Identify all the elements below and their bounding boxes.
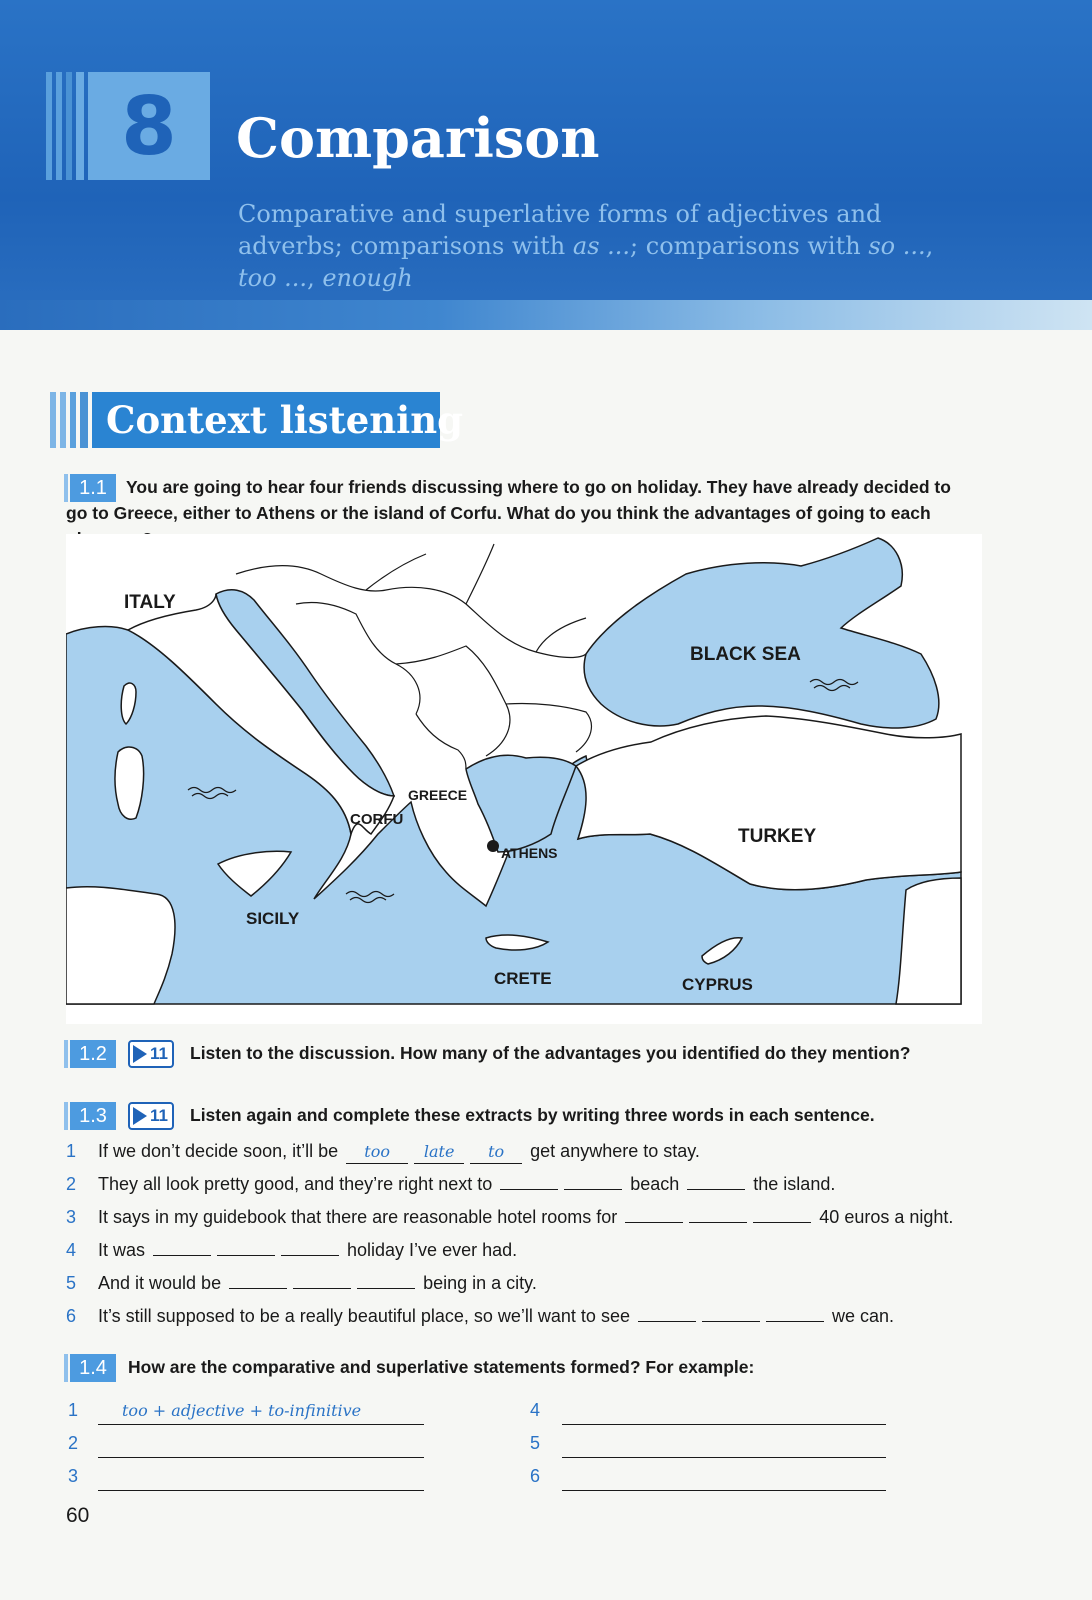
track-number: 11: [150, 1044, 168, 1063]
chapter-number: 8: [121, 79, 177, 173]
subtitle-text: ,: [307, 264, 323, 292]
answer-blank[interactable]: [229, 1268, 287, 1289]
extract-text: beach: [630, 1174, 680, 1194]
extract-row: [66, 1202, 953, 1232]
subtitle-italic: enough: [322, 264, 413, 292]
audio-track-button-1-3[interactable]: [128, 1102, 174, 1130]
extract-text: It was: [98, 1240, 146, 1260]
map-label-greece: GREECE: [408, 787, 468, 803]
item-number: 2: [66, 1174, 77, 1194]
map-middle-east-coast: [896, 878, 961, 1004]
subtitle-italic: so ...: [868, 232, 926, 260]
page-number: 60: [66, 1504, 90, 1527]
extract-text: And it would be: [98, 1273, 222, 1293]
answer-blank[interactable]: late: [414, 1141, 464, 1164]
subtitle-text: Comparative and superlative forms of adjectives and: [238, 200, 882, 228]
answer-blank[interactable]: [153, 1235, 211, 1256]
exercise-badge-1-2: 1.2: [70, 1040, 116, 1068]
item-number: 6: [66, 1306, 77, 1326]
answer-blank[interactable]: to: [470, 1141, 522, 1164]
item-number: 4: [66, 1240, 77, 1260]
answer-blank[interactable]: [687, 1169, 745, 1190]
answer-blank[interactable]: [689, 1202, 747, 1223]
map-label-sicily: SICILY: [246, 909, 300, 928]
answer-line[interactable]: [98, 1464, 424, 1491]
answer-line[interactable]: [562, 1398, 886, 1425]
map-svg: [66, 534, 982, 1024]
subtitle-italic: as ...: [572, 232, 631, 260]
answer-number: 5: [530, 1433, 541, 1453]
map-label-athens: ATHENS: [501, 845, 558, 861]
extract-text: being in a city.: [423, 1273, 537, 1293]
answer-blank[interactable]: [753, 1202, 811, 1223]
header-stripe: [76, 72, 84, 180]
map-label-italy: ITALY: [124, 592, 176, 613]
chapter-number-box: [88, 72, 210, 180]
map-label-cyprus: CYPRUS: [682, 975, 753, 994]
extract-text: If we don’t decide soon, it’ll be: [98, 1141, 339, 1161]
audio-track-button-1-2[interactable]: [128, 1040, 174, 1068]
answer-blank[interactable]: [638, 1301, 696, 1322]
header-stripe: [56, 72, 62, 180]
subtitle-italic: too ...: [238, 264, 308, 292]
item-number: 1: [66, 1141, 77, 1161]
answer-blank[interactable]: [500, 1169, 558, 1190]
extract-row: [66, 1136, 700, 1166]
exercise-badge-1-1: 1.1: [70, 474, 116, 502]
exercise-1-4-instruction: How are the comparative and superlative statements formed? For example:: [128, 1357, 755, 1377]
exercise-1-3-instruction: Listen again and complete these extracts by writing three words in each sentence.: [190, 1105, 875, 1125]
answer-number: 2: [68, 1433, 79, 1453]
extract-text: It’s still supposed to be a really beautiful place, so we’ll want to see: [98, 1306, 630, 1326]
answer-blank[interactable]: [357, 1268, 415, 1289]
exercise-1-1-instruction: You are going to hear four friends discussing where to go on holiday. They have already decided to go to Greece, either to Athens or the island of Corfu. What do you think the advantages of going to each: [66, 477, 951, 523]
answer-blank[interactable]: [281, 1235, 339, 1256]
answer-line[interactable]: too + adjective + to-infinitive: [98, 1398, 424, 1425]
exercise-badge-1-4: 1.4: [70, 1354, 116, 1382]
map-mediterranean: [66, 534, 982, 1024]
header-stripe: [46, 72, 52, 180]
header-fade-band: [0, 300, 1092, 330]
extract-row: [66, 1235, 517, 1265]
extract-text: It says in my guidebook that there are reasonable hotel rooms for: [98, 1207, 618, 1227]
answer-line[interactable]: [562, 1464, 886, 1491]
extract-text: holiday I’ve ever had.: [347, 1240, 518, 1260]
answer-blank[interactable]: [625, 1202, 683, 1223]
chapter-header: [0, 0, 1092, 330]
extract-text: They all look pretty good, and they’re right next to: [98, 1174, 493, 1194]
answer-number: 1: [68, 1400, 79, 1420]
map-africa-coast: [66, 887, 175, 1004]
header-stripe: [66, 72, 72, 180]
extract-row: [66, 1268, 537, 1298]
answer-blank[interactable]: [564, 1169, 622, 1190]
subtitle-text: ,: [925, 232, 934, 260]
subtitle-text: ; comparisons with: [630, 232, 869, 260]
extract-row: [66, 1169, 835, 1199]
subtitle-text: adverbs; comparisons with: [238, 232, 573, 260]
map-label-turkey: TURKEY: [738, 826, 817, 847]
answer-blank[interactable]: [766, 1301, 824, 1322]
section-title: Context listening: [106, 398, 463, 442]
answer-blank[interactable]: too: [346, 1141, 408, 1164]
extract-text: 40 euros a night.: [819, 1207, 954, 1227]
extract-text: the island.: [753, 1174, 836, 1194]
item-number: 5: [66, 1273, 77, 1293]
answer-line[interactable]: [562, 1431, 886, 1458]
answer-blank[interactable]: [702, 1301, 760, 1322]
map-sardinia: [115, 747, 144, 819]
answer-blank[interactable]: [293, 1268, 351, 1289]
section-heading: [92, 392, 463, 448]
answer-line[interactable]: [98, 1431, 424, 1458]
extract-row: [66, 1301, 894, 1331]
exercise-badge-1-3: 1.3: [70, 1102, 116, 1130]
section-stripe: [50, 392, 56, 448]
map-label-black-sea: BLACK SEA: [690, 644, 801, 665]
track-number: 11: [150, 1106, 168, 1125]
play-icon: [133, 1045, 147, 1063]
extract-text: get anywhere to stay.: [530, 1141, 700, 1161]
section-stripe: [70, 392, 76, 448]
item-number: 3: [66, 1207, 77, 1227]
answer-number: 6: [530, 1466, 541, 1486]
map-label-corfu: CORFU: [350, 811, 404, 828]
answer-blank[interactable]: [217, 1235, 275, 1256]
chapter-title: Comparison: [236, 106, 600, 170]
athens-marker: [487, 840, 499, 852]
play-icon: [133, 1107, 147, 1125]
extract-text: we can.: [831, 1306, 895, 1326]
exercise-1-2-instruction: Listen to the discussion. How many of the advantages you identified do they mention?: [190, 1043, 911, 1063]
chapter-subtitle: [238, 198, 958, 294]
map-label-crete: CRETE: [494, 969, 552, 988]
answer-number: 3: [68, 1466, 79, 1486]
section-stripe: [80, 392, 88, 448]
answer-number: 4: [530, 1400, 541, 1420]
section-stripe: [60, 392, 66, 448]
